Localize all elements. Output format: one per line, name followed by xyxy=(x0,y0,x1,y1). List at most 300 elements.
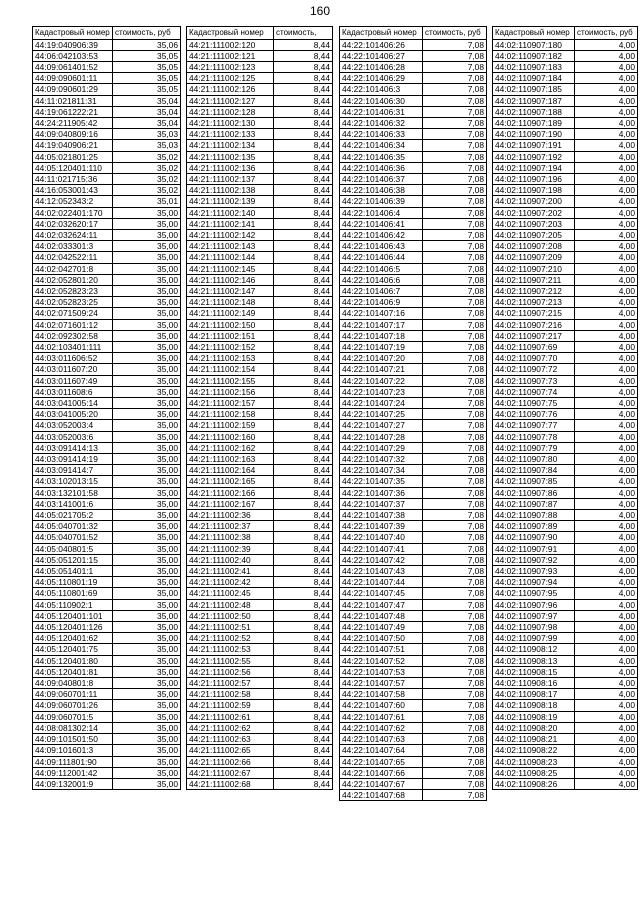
table-row xyxy=(187,308,333,319)
table-row xyxy=(493,498,638,509)
cost-cell: 4,00 xyxy=(575,61,638,72)
table-row xyxy=(493,599,638,610)
table-row xyxy=(340,566,487,577)
cost-cell: 7,08 xyxy=(423,173,487,184)
cadastral-number-cell: 44:22:101406:31 xyxy=(340,106,423,117)
cadastral-number-cell: 44:02:110907:198 xyxy=(493,185,575,196)
cost-cell: 8,44 xyxy=(274,84,333,95)
table-row xyxy=(493,129,638,140)
cadastral-number-cell: 44:21:111002:58 xyxy=(187,689,274,700)
cost-cell: 4,00 xyxy=(575,487,638,498)
cadastral-number-cell: 44:22:101406:35 xyxy=(340,151,423,162)
table-row xyxy=(340,532,487,543)
table-row xyxy=(187,599,333,610)
cadastral-number-cell: 44:22:101407:18 xyxy=(340,330,423,341)
cadastral-number-cell: 44:02:033301:3 xyxy=(33,241,113,252)
table-row xyxy=(187,341,333,352)
table-row xyxy=(33,700,181,711)
cost-cell: 4,00 xyxy=(575,274,638,285)
table-row xyxy=(340,330,487,341)
table-row xyxy=(340,554,487,565)
cadastral-number-cell: 44:22:101406:39 xyxy=(340,196,423,207)
cost-cell: 4,00 xyxy=(575,252,638,263)
cost-cell: 4,00 xyxy=(575,386,638,397)
table-row xyxy=(340,521,487,532)
table-row xyxy=(33,554,181,565)
cadastral-number-cell: 44:22:101407:65 xyxy=(340,756,423,767)
cost-cell: 8,44 xyxy=(274,73,333,84)
cadastral-number-cell: 44:21:111002:166 xyxy=(187,487,274,498)
table-row xyxy=(187,353,333,364)
cost-cell: 4,00 xyxy=(575,39,638,50)
table-row xyxy=(340,185,487,196)
cadastral-number-cell: 44:22:101406:32 xyxy=(340,117,423,128)
table-row xyxy=(33,129,181,140)
cadastral-number-cell: 44:05:051401:1 xyxy=(33,566,113,577)
table-row xyxy=(33,84,181,95)
cadastral-number-cell: 44:05:021705:2 xyxy=(33,510,113,521)
cadastral-number-cell: 44:03:102013:15 xyxy=(33,476,113,487)
table-row xyxy=(493,487,638,498)
cadastral-number-cell: 44:21:111002:139 xyxy=(187,196,274,207)
table-row xyxy=(493,465,638,476)
cost-cell: 35,00 xyxy=(113,398,181,409)
cost-cell: 7,08 xyxy=(423,95,487,106)
cost-cell: 7,08 xyxy=(423,61,487,72)
cadastral-number-cell: 44:02:110907:75 xyxy=(493,398,575,409)
cadastral-number-cell: 44:21:111002:165 xyxy=(187,476,274,487)
cost-cell: 7,08 xyxy=(423,465,487,476)
table-row xyxy=(187,510,333,521)
cost-cell: 7,08 xyxy=(423,510,487,521)
cost-cell: 35,00 xyxy=(113,229,181,240)
cadastral-number-cell: 44:02:110907:92 xyxy=(493,554,575,565)
cadastral-number-cell: 44:21:111002:68 xyxy=(187,778,274,789)
cadastral-number-cell: 44:05:040701:32 xyxy=(33,521,113,532)
table-row xyxy=(340,543,487,554)
cost-cell: 35,00 xyxy=(113,364,181,375)
cadastral-number-cell: 44:11:021811:31 xyxy=(33,95,113,106)
cadastral-number-cell: 44:22:101406:27 xyxy=(340,50,423,61)
table-row xyxy=(187,162,333,173)
cost-cell: 4,00 xyxy=(575,610,638,621)
cadastral-number-cell: 44:22:101407:64 xyxy=(340,745,423,756)
table-row xyxy=(493,554,638,565)
cost-cell: 35,02 xyxy=(113,173,181,184)
table-row xyxy=(493,689,638,700)
table-row xyxy=(187,610,333,621)
cost-cell: 35,00 xyxy=(113,431,181,442)
cost-cell: 8,44 xyxy=(274,218,333,229)
table-row xyxy=(187,218,333,229)
cost-cell: 35,00 xyxy=(113,666,181,677)
table-row xyxy=(340,308,487,319)
table-row xyxy=(187,84,333,95)
cost-cell: 4,00 xyxy=(575,173,638,184)
cadastral-number-cell: 44:21:111002:52 xyxy=(187,633,274,644)
cadastral-number-cell: 44:02:110907:88 xyxy=(493,510,575,521)
table-header-row xyxy=(33,27,181,40)
table-row xyxy=(33,308,181,319)
cost-cell: 35,00 xyxy=(113,532,181,543)
cadastral-number-cell: 44:02:110907:97 xyxy=(493,610,575,621)
cadastral-number-cell: 44:22:101406:38 xyxy=(340,185,423,196)
cadastral-number-cell: 44:05:120401:126 xyxy=(33,622,113,633)
cadastral-number-cell: 44:03:141001:6 xyxy=(33,498,113,509)
cadastral-number-cell: 44:02:110907:189 xyxy=(493,117,575,128)
cadastral-number-cell: 44:02:110907:87 xyxy=(493,498,575,509)
cadastral-number-cell: 44:09:111801:90 xyxy=(33,756,113,767)
cost-cell: 35,00 xyxy=(113,308,181,319)
cost-cell: 4,00 xyxy=(575,353,638,364)
cost-cell: 7,08 xyxy=(423,577,487,588)
table-row xyxy=(493,61,638,72)
cost-cell: 35,00 xyxy=(113,465,181,476)
cost-cell: 35,00 xyxy=(113,218,181,229)
cadastral-number-cell: 44:21:111002:143 xyxy=(187,241,274,252)
cost-cell: 7,08 xyxy=(423,767,487,778)
table-row xyxy=(493,297,638,308)
cost-cell: 8,44 xyxy=(274,375,333,386)
table-row xyxy=(493,364,638,375)
table-row xyxy=(493,207,638,218)
table-row xyxy=(33,398,181,409)
cadastral-number-cell: 44:02:110907:208 xyxy=(493,241,575,252)
table-row xyxy=(187,274,333,285)
table-row xyxy=(187,498,333,509)
cadastral-number-cell: 44:02:110907:202 xyxy=(493,207,575,218)
table-row xyxy=(33,140,181,151)
cost-cell: 4,00 xyxy=(575,510,638,521)
cadastral-number-cell: 44:02:110907:77 xyxy=(493,420,575,431)
cost-cell: 7,08 xyxy=(423,644,487,655)
cost-cell: 7,08 xyxy=(423,790,487,801)
table-row xyxy=(33,386,181,397)
table-row xyxy=(33,353,181,364)
table-row xyxy=(187,700,333,711)
cost-cell: 35,00 xyxy=(113,319,181,330)
cadastral-number-cell: 44:22:101406:36 xyxy=(340,162,423,173)
cost-cell: 8,44 xyxy=(274,476,333,487)
cadastral-number-cell: 44:21:111002:134 xyxy=(187,140,274,151)
cost-cell: 7,08 xyxy=(423,241,487,252)
cadastral-number-cell: 44:02:052823:23 xyxy=(33,285,113,296)
cost-cell: 4,00 xyxy=(575,442,638,453)
cost-cell: 35,00 xyxy=(113,454,181,465)
cost-cell: 35,03 xyxy=(113,129,181,140)
cadastral-number-cell: 44:24:211905:42 xyxy=(33,117,113,128)
cost-cell: 8,44 xyxy=(274,252,333,263)
cost-cell: 35,00 xyxy=(113,655,181,666)
cost-cell: 8,44 xyxy=(274,543,333,554)
cost-cell: 8,44 xyxy=(274,588,333,599)
cadastral-number-cell: 44:02:110907:70 xyxy=(493,353,575,364)
cadastral-number-cell: 44:02:032620:17 xyxy=(33,218,113,229)
cadastral-number-cell: 44:02:110907:89 xyxy=(493,521,575,532)
table-row xyxy=(493,431,638,442)
cadastral-number-cell: 44:22:101406:7 xyxy=(340,285,423,296)
cost-cell: 4,00 xyxy=(575,319,638,330)
cadastral-number-cell: 44:21:111002:55 xyxy=(187,655,274,666)
cost-cell: 7,08 xyxy=(423,341,487,352)
table-row xyxy=(187,207,333,218)
cost-cell: 8,44 xyxy=(274,644,333,655)
cost-cell: 7,08 xyxy=(423,129,487,140)
cost-cell: 7,08 xyxy=(423,678,487,689)
cadastral-number-cell: 44:22:101407:27 xyxy=(340,420,423,431)
table-row xyxy=(493,711,638,722)
table-row xyxy=(33,633,181,644)
cadastral-number-cell: 44:21:111002:120 xyxy=(187,39,274,50)
cadastral-number-cell: 44:22:101407:61 xyxy=(340,711,423,722)
table-row xyxy=(493,767,638,778)
cadastral-number-cell: 44:06:042103:53 xyxy=(33,50,113,61)
cadastral-number-cell: 44:21:111002:162 xyxy=(187,442,274,453)
table-row xyxy=(187,543,333,554)
cadastral-number-cell: 44:21:111002:160 xyxy=(187,431,274,442)
cost-cell: 4,00 xyxy=(575,767,638,778)
cost-cell: 4,00 xyxy=(575,95,638,106)
cadastral-number-cell: 44:09:040809:16 xyxy=(33,129,113,140)
cadastral-number-cell: 44:03:052003:4 xyxy=(33,420,113,431)
table-row xyxy=(33,722,181,733)
cadastral-number-cell: 44:22:101407:45 xyxy=(340,588,423,599)
cost-cell: 8,44 xyxy=(274,308,333,319)
cost-cell: 8,44 xyxy=(274,577,333,588)
header-cost: стоимость, руб xyxy=(423,27,487,40)
table-row xyxy=(493,510,638,521)
cadastral-number-cell: 44:21:111002:130 xyxy=(187,117,274,128)
cadastral-number-cell: 44:02:110907:194 xyxy=(493,162,575,173)
cadastral-number-cell: 44:02:110907:91 xyxy=(493,543,575,554)
cost-cell: 35,00 xyxy=(113,510,181,521)
cost-cell: 8,44 xyxy=(274,722,333,733)
cadastral-number-cell: 44:21:111002:164 xyxy=(187,465,274,476)
cadastral-number-cell: 44:22:101407:62 xyxy=(340,722,423,733)
cost-cell: 7,08 xyxy=(423,734,487,745)
table-row xyxy=(187,196,333,207)
cadastral-table-1 xyxy=(32,26,181,790)
table-row xyxy=(493,588,638,599)
table-row xyxy=(340,790,487,801)
cadastral-number-cell: 44:22:101406:43 xyxy=(340,241,423,252)
table-row xyxy=(493,151,638,162)
cadastral-number-cell: 44:22:101407:36 xyxy=(340,487,423,498)
cost-cell: 4,00 xyxy=(575,532,638,543)
table-row xyxy=(340,73,487,84)
table-row xyxy=(187,129,333,140)
cost-cell: 8,44 xyxy=(274,196,333,207)
cadastral-number-cell: 44:22:101407:58 xyxy=(340,689,423,700)
cadastral-number-cell: 44:22:101407:50 xyxy=(340,633,423,644)
cost-cell: 4,00 xyxy=(575,521,638,532)
table-row xyxy=(33,487,181,498)
table-row xyxy=(187,588,333,599)
cadastral-number-cell: 44:02:110908:23 xyxy=(493,756,575,767)
table-row xyxy=(493,476,638,487)
cost-cell: 4,00 xyxy=(575,756,638,767)
cost-cell: 4,00 xyxy=(575,622,638,633)
table-row xyxy=(187,375,333,386)
cadastral-number-cell: 44:21:111002:157 xyxy=(187,398,274,409)
cadastral-number-cell: 44:05:120401:62 xyxy=(33,633,113,644)
table-row xyxy=(340,263,487,274)
cost-cell: 8,44 xyxy=(274,129,333,140)
table-row xyxy=(340,498,487,509)
table-row xyxy=(33,678,181,689)
cadastral-number-cell: 44:12:052343:2 xyxy=(33,196,113,207)
cost-cell: 8,44 xyxy=(274,521,333,532)
table-row xyxy=(33,644,181,655)
cost-cell: 7,08 xyxy=(423,263,487,274)
cadastral-number-cell: 44:09:132001:9 xyxy=(33,778,113,789)
table-header-row xyxy=(340,27,487,40)
cadastral-number-cell: 44:02:110907:84 xyxy=(493,465,575,476)
cost-cell: 4,00 xyxy=(575,454,638,465)
table-row xyxy=(187,330,333,341)
cost-cell: 7,08 xyxy=(423,84,487,95)
table-row xyxy=(493,341,638,352)
table-row xyxy=(187,487,333,498)
cadastral-number-cell: 44:09:040801:8 xyxy=(33,678,113,689)
cadastral-number-cell: 44:21:111002:152 xyxy=(187,341,274,352)
cadastral-number-cell: 44:21:111002:146 xyxy=(187,274,274,285)
table-row xyxy=(493,140,638,151)
cost-cell: 4,00 xyxy=(575,700,638,711)
table-row xyxy=(340,689,487,700)
table-row xyxy=(187,521,333,532)
cadastral-number-cell: 44:02:110907:184 xyxy=(493,73,575,84)
cadastral-number-cell: 44:02:110907:191 xyxy=(493,140,575,151)
cadastral-number-cell: 44:09:112001:42 xyxy=(33,767,113,778)
cost-cell: 7,08 xyxy=(423,409,487,420)
cost-cell: 8,44 xyxy=(274,622,333,633)
table-row xyxy=(493,678,638,689)
cost-cell: 4,00 xyxy=(575,666,638,677)
table-row xyxy=(33,50,181,61)
table-row xyxy=(33,510,181,521)
table-row xyxy=(340,241,487,252)
cost-cell: 8,44 xyxy=(274,207,333,218)
cadastral-number-cell: 44:22:101406:28 xyxy=(340,61,423,72)
table-row xyxy=(340,778,487,789)
cost-cell: 35,00 xyxy=(113,274,181,285)
table-row xyxy=(493,532,638,543)
cost-cell: 8,44 xyxy=(274,185,333,196)
cadastral-number-cell: 44:21:111002:142 xyxy=(187,229,274,240)
cadastral-number-cell: 44:22:101407:34 xyxy=(340,465,423,476)
table-row xyxy=(493,375,638,386)
cadastral-number-cell: 44:22:101407:44 xyxy=(340,577,423,588)
cost-cell: 7,08 xyxy=(423,756,487,767)
table-row xyxy=(33,622,181,633)
cadastral-number-cell: 44:21:111002:53 xyxy=(187,644,274,655)
cost-cell: 35,00 xyxy=(113,341,181,352)
table-row xyxy=(187,689,333,700)
cost-cell: 7,08 xyxy=(423,610,487,621)
cost-cell: 8,44 xyxy=(274,330,333,341)
cost-cell: 4,00 xyxy=(575,745,638,756)
cost-cell: 7,08 xyxy=(423,521,487,532)
cost-cell: 7,08 xyxy=(423,375,487,386)
cadastral-number-cell: 44:02:110907:79 xyxy=(493,442,575,453)
cost-cell: 4,00 xyxy=(575,140,638,151)
cost-cell: 8,44 xyxy=(274,487,333,498)
cost-cell: 4,00 xyxy=(575,285,638,296)
cost-cell: 8,44 xyxy=(274,420,333,431)
table-row xyxy=(33,73,181,84)
cost-cell: 8,44 xyxy=(274,140,333,151)
cadastral-number-cell: 44:02:110907:205 xyxy=(493,229,575,240)
table-header-row xyxy=(187,27,333,40)
cadastral-number-cell: 44:09:101601:3 xyxy=(33,745,113,756)
cadastral-number-cell: 44:03:091414:7 xyxy=(33,465,113,476)
table-row xyxy=(33,745,181,756)
table-row xyxy=(33,420,181,431)
cadastral-number-cell: 44:02:110907:180 xyxy=(493,39,575,50)
cadastral-number-cell: 44:21:111002:141 xyxy=(187,218,274,229)
cadastral-number-cell: 44:02:110907:203 xyxy=(493,218,575,229)
cost-cell: 35,00 xyxy=(113,756,181,767)
table-row xyxy=(340,633,487,644)
cost-cell: 7,08 xyxy=(423,185,487,196)
cadastral-number-cell: 44:22:101407:25 xyxy=(340,409,423,420)
table-row xyxy=(340,577,487,588)
cadastral-number-cell: 44:02:092302:58 xyxy=(33,330,113,341)
cost-cell: 4,00 xyxy=(575,162,638,173)
cost-cell: 35,00 xyxy=(113,554,181,565)
table-row xyxy=(493,73,638,84)
cost-cell: 8,44 xyxy=(274,465,333,476)
cadastral-number-cell: 44:21:111002:145 xyxy=(187,263,274,274)
cost-cell: 7,08 xyxy=(423,50,487,61)
table-row xyxy=(33,543,181,554)
table-row xyxy=(340,599,487,610)
table-row xyxy=(340,297,487,308)
cadastral-number-cell: 44:16:053001:43 xyxy=(33,185,113,196)
cost-cell: 8,44 xyxy=(274,554,333,565)
cost-cell: 8,44 xyxy=(274,532,333,543)
cost-cell: 35,05 xyxy=(113,73,181,84)
cost-cell: 4,00 xyxy=(575,241,638,252)
table-row xyxy=(187,73,333,84)
cost-cell: 7,08 xyxy=(423,554,487,565)
cost-cell: 8,44 xyxy=(274,734,333,745)
table-row xyxy=(33,285,181,296)
table-row xyxy=(340,465,487,476)
table-row xyxy=(33,151,181,162)
table-row xyxy=(493,610,638,621)
cost-cell: 7,08 xyxy=(423,364,487,375)
cadastral-number-cell: 44:02:110908:22 xyxy=(493,745,575,756)
cadastral-number-cell: 44:22:101406:42 xyxy=(340,229,423,240)
table-row xyxy=(340,722,487,733)
cost-cell: 4,00 xyxy=(575,185,638,196)
table-row xyxy=(187,241,333,252)
cadastral-number-cell: 44:21:111002:45 xyxy=(187,588,274,599)
cadastral-number-cell: 44:21:111002:39 xyxy=(187,543,274,554)
cadastral-number-cell: 44:02:022401:170 xyxy=(33,207,113,218)
cost-cell: 4,00 xyxy=(575,229,638,240)
cost-cell: 4,00 xyxy=(575,297,638,308)
table-row xyxy=(187,622,333,633)
cost-cell: 35,00 xyxy=(113,622,181,633)
cost-cell: 7,08 xyxy=(423,431,487,442)
table-row xyxy=(187,61,333,72)
cadastral-number-cell: 44:21:111002:61 xyxy=(187,711,274,722)
table-row xyxy=(187,117,333,128)
cost-cell: 35,04 xyxy=(113,95,181,106)
